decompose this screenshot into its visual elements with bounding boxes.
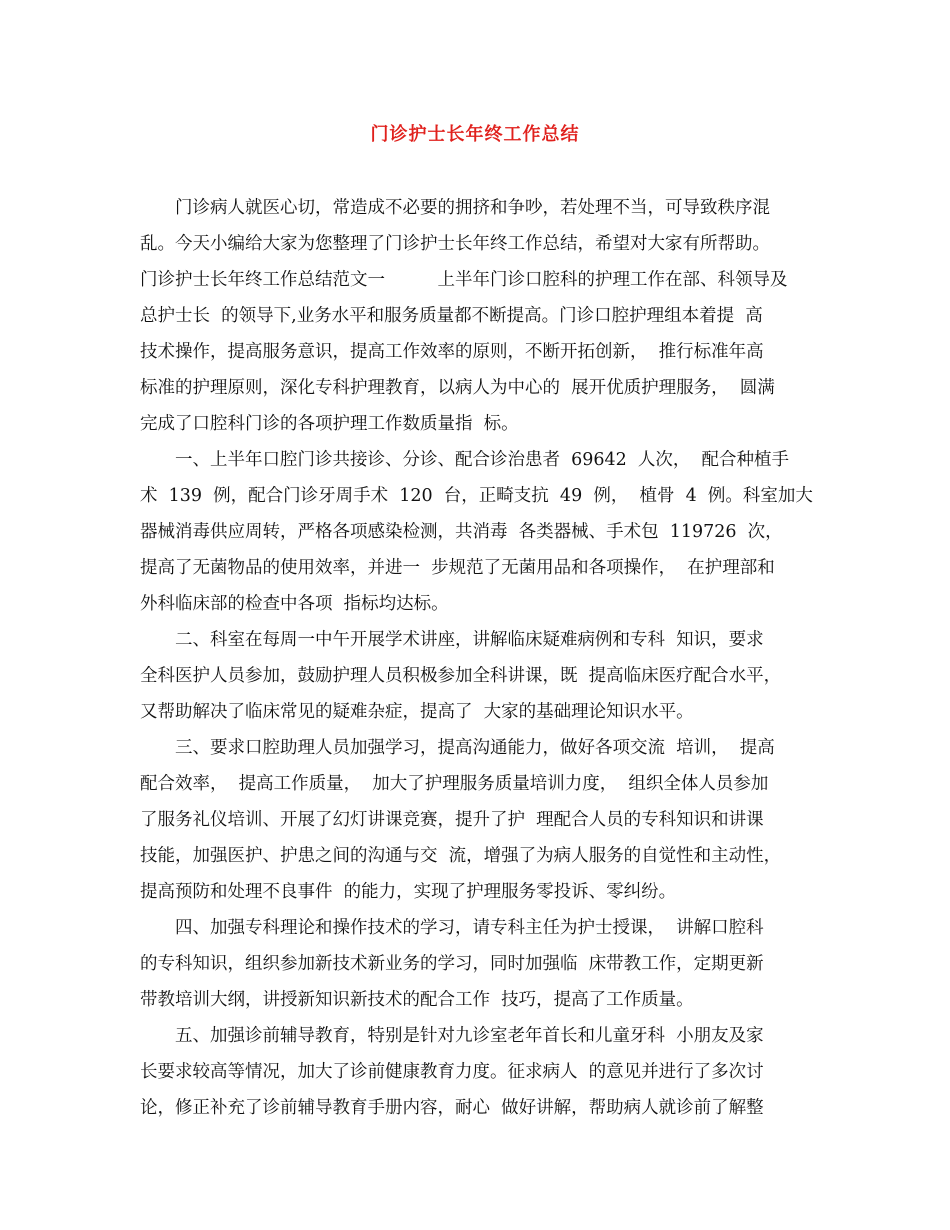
paragraph-line: 技能，加强医护、护患之间的沟通与交 流，增强了为病人服务的自觉性和主动性，: [140, 846, 782, 866]
paragraph-line: 四、加强专科理论和操作技术的学习，请专科主任为护士授课， 讲解口腔科: [175, 918, 764, 938]
paragraph-line: 了服务礼仪培训、开展了幻灯讲课竞赛，提升了护 理配合人员的专科知识和讲课: [140, 810, 764, 830]
paragraph-line: 带教培训大纲，讲授新知识新技术的配合工作 技巧，提高了工作质量。: [140, 990, 694, 1010]
paragraph-line: 的专科知识，组织参加新技术新业务的学习，同时加强临 床带教工作，定期更新: [140, 954, 764, 974]
paragraph-line: 外科临床部的检查中各项 指标均达标。: [140, 594, 449, 614]
paragraph-line: 三、要求口腔助理人员加强学习，提高沟通能力，做好各项交流 培训， 提高: [175, 738, 775, 758]
paragraph-line: 配合效率， 提高工作质量， 加大了护理服务质量培训力度， 组织全体人员参加: [140, 774, 769, 794]
paragraph-line: 又帮助解决了临床常见的疑难杂症，提高了 大家的基础理论知识水平。: [140, 702, 694, 722]
paragraph-line: 门诊病人就医心切，常造成不必要的拥挤和争吵，若处理不当，可导致秩序混: [175, 198, 770, 218]
paragraph-line: 长要求较高等情况，加大了诊前健康教育力度。征求病人 的意见并进行了多次讨: [140, 1062, 764, 1082]
paragraph-line: 技术操作，提高服务意识，提高工作效率的原则，不断开拓创新， 推行标准年高: [140, 342, 764, 362]
paragraph-line: 完成了口腔科门诊的各项护理工作数质量指 标。: [140, 414, 519, 434]
paragraph-line: 总护士长 的领导下,业务水平和服务质量都不断提高。门诊口腔护理组本着提 高: [140, 306, 763, 326]
paragraph-line: 论，修正补充了诊前辅导教育手册内容，耐心 做好讲解，帮助病人就诊前了解整: [140, 1098, 764, 1118]
paragraph-line: 标准的护理原则，深化专科护理教育，以病人为中心的 展开优质护理服务， 圆满: [140, 378, 775, 398]
paragraph-line: 器械消毒供应周转，严格各项感染检测，共消毒 各类器械、手术包 119726 次，: [140, 522, 783, 542]
paragraph-line: 五、加强诊前辅导教育，特别是针对九诊室老年首长和儿童牙科 小朋友及家: [175, 1026, 764, 1046]
paragraph-line: 提高了无菌物品的使用效率，并进一 步规范了无菌用品和各项操作， 在护理部和: [140, 558, 775, 578]
paragraph-line: 乱。今天小编给大家为您整理了门诊护士长年终工作总结，希望对大家有所帮助。: [140, 234, 770, 254]
paragraph-line: 一、上半年口腔门诊共接诊、分诊、配合诊治患者 69642 人次， 配合种植手: [175, 450, 790, 470]
paragraph-line: 二、科室在每周一中午开展学术讲座，讲解临床疑难病例和专科 知识，要求: [175, 630, 764, 650]
document-title: 门诊护士长年终工作总结: [370, 124, 580, 145]
paragraph-line: 术 139 例，配合门诊牙周手术 120 台，正畸支抗 49 例， 植骨 4 例。科室加大: [140, 486, 813, 506]
paragraph-line: 提高预防和处理不良事件 的能力，实现了护理服务零投诉、零纠纷。: [140, 882, 677, 902]
document-body: [140, 190, 826, 1126]
paragraph-line: 门诊护士长年终工作总结范文一 上半年门诊口腔科的护理工作在部、科领导及: [140, 270, 788, 290]
paragraph-line: 全科医护人员参加，鼓励护理人员积极参加全科讲课，既 提高临床医疗配合水平，: [140, 666, 782, 686]
